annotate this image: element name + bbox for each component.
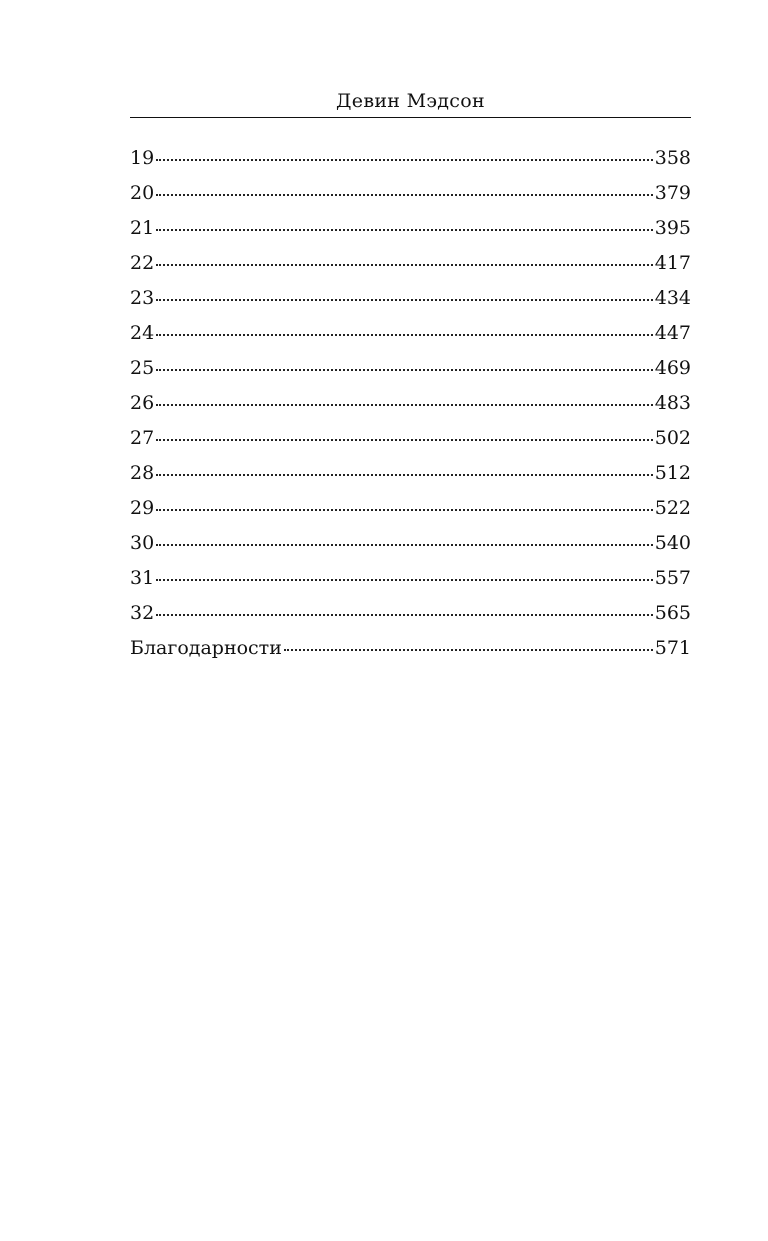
toc-entry-page-number: 417 xyxy=(654,252,691,274)
dot-leader xyxy=(284,649,653,651)
toc-entry-29[interactable] xyxy=(130,495,691,530)
dot-leader xyxy=(156,579,653,581)
toc-entry-22[interactable] xyxy=(130,250,691,285)
dot-leader xyxy=(156,159,653,161)
dot-leader xyxy=(156,404,653,406)
toc-entry-32[interactable] xyxy=(130,600,691,635)
toc-entry-label: 23 xyxy=(130,287,155,309)
dot-leader xyxy=(156,369,653,371)
toc-entry-page-number: 565 xyxy=(654,602,691,624)
toc-entry-page-number: 522 xyxy=(654,497,691,519)
toc-entry-25[interactable] xyxy=(130,355,691,390)
toc-entry-page-number: 447 xyxy=(654,322,691,344)
dot-leader xyxy=(156,544,653,546)
dot-leader xyxy=(156,509,653,511)
toc-entry-acknowledgements[interactable] xyxy=(130,635,691,670)
running-head-author: Девин Мэдсон xyxy=(336,90,485,112)
toc-entry-label: 26 xyxy=(130,392,155,414)
toc-entry-label: 29 xyxy=(130,497,155,519)
dot-leader xyxy=(156,229,653,231)
toc-entry-page-number: 395 xyxy=(654,217,691,239)
toc-entry-page-number: 434 xyxy=(654,287,691,309)
dot-leader xyxy=(156,264,653,266)
toc-entry-page-number: 379 xyxy=(654,182,691,204)
toc-entry-label: 22 xyxy=(130,252,155,274)
toc-entry-page-number: 483 xyxy=(654,392,691,414)
dot-leader xyxy=(156,299,653,301)
toc-entry-label: 25 xyxy=(130,357,155,379)
toc-entry-label: 21 xyxy=(130,217,155,239)
toc-entry-page-number: 502 xyxy=(654,427,691,449)
toc-entry-page-number: 358 xyxy=(654,147,691,169)
toc-entry-label: 31 xyxy=(130,567,155,589)
toc-entry-27[interactable] xyxy=(130,425,691,460)
toc-entry-page-number: 557 xyxy=(654,567,691,589)
toc-entry-label: 27 xyxy=(130,427,155,449)
toc-entry-31[interactable] xyxy=(130,565,691,600)
toc-entry-page-number: 469 xyxy=(654,357,691,379)
toc-entry-page-number: 512 xyxy=(654,462,691,484)
toc-entry-label: 32 xyxy=(130,602,155,624)
toc-entry-label: 20 xyxy=(130,182,155,204)
toc-entry-label: Благодарности xyxy=(130,637,282,659)
toc-entry-label: 19 xyxy=(130,147,155,169)
toc-entry-26[interactable] xyxy=(130,390,691,425)
toc-entry-24[interactable] xyxy=(130,320,691,355)
dot-leader xyxy=(156,194,653,196)
toc-entry-page-number: 571 xyxy=(654,637,691,659)
toc-entry-30[interactable] xyxy=(130,530,691,565)
dot-leader xyxy=(156,334,653,336)
toc-entry-28[interactable] xyxy=(130,460,691,495)
table-of-contents xyxy=(130,145,691,670)
toc-entry-21[interactable] xyxy=(130,215,691,250)
dot-leader xyxy=(156,474,653,476)
dot-leader xyxy=(156,439,653,441)
toc-entry-20[interactable] xyxy=(130,180,691,215)
dot-leader xyxy=(156,614,653,616)
toc-entry-label: 30 xyxy=(130,532,155,554)
toc-entry-19[interactable] xyxy=(130,145,691,180)
toc-entry-label: 28 xyxy=(130,462,155,484)
toc-entry-label: 24 xyxy=(130,322,155,344)
toc-entry-23[interactable] xyxy=(130,285,691,320)
toc-entry-page-number: 540 xyxy=(654,532,691,554)
header-rule xyxy=(130,117,691,118)
